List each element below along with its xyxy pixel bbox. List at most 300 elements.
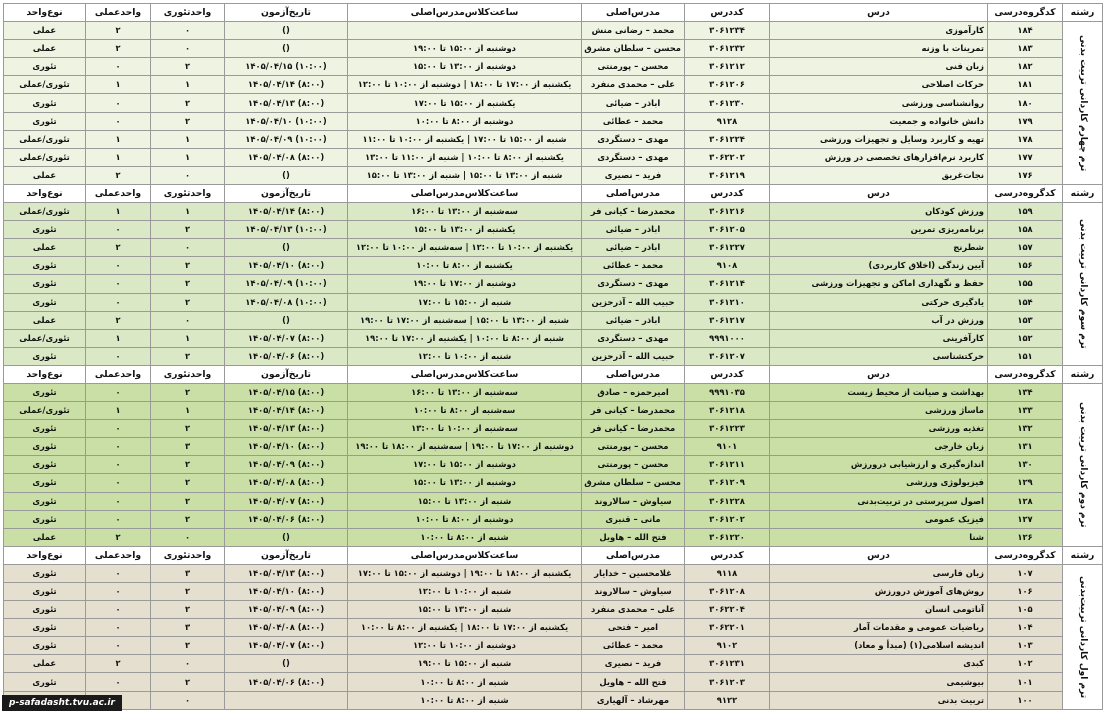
- theory-units-cell: ۱: [151, 402, 225, 420]
- teacher-cell: محمد – عطائی: [582, 257, 685, 275]
- practical-units-cell: ۲: [86, 166, 151, 184]
- exam-date-cell: (۸:۰۰) ۱۴۰۵/۰۴/۱۳: [225, 420, 348, 438]
- course-name-cell: نجات‌غریق: [770, 166, 988, 184]
- class-time-cell: شنبه از ۱۳:۰۰ تا ۱۵:۰۰: [348, 492, 582, 510]
- unit-type-cell: تئوری/عملی: [4, 76, 86, 94]
- practical-units-cell: ۰: [86, 564, 151, 582]
- header-course: درس: [770, 184, 988, 202]
- table-row: [4, 148, 1103, 166]
- exam-date-cell: (۸:۰۰) ۱۴۰۵/۰۴/۰۹: [225, 601, 348, 619]
- course-code-cell: ۳۰۶۱۲۰۸: [685, 583, 770, 601]
- exam-date-cell: (): [225, 239, 348, 257]
- course-name-cell: اندیشه اسلامی(۱) (مبدأ و معاد): [770, 637, 988, 655]
- unit-type-cell: عملی: [4, 655, 86, 673]
- course-name-cell: شنا: [770, 528, 988, 546]
- course-name-cell: آیین زندگی (اخلاق کاربردی): [770, 257, 988, 275]
- class-time-cell: دوشنبه از ۱۰:۰۰ تا ۱۲:۰۰: [348, 637, 582, 655]
- class-time-cell: سه‌شنبه از ۱۳:۰۰ تا ۱۶:۰۰: [348, 203, 582, 221]
- course-code-cell: ۳۰۶۲۲۰۲: [685, 148, 770, 166]
- term-label: ترم چهارم کاردانی تربیت بدنی: [1063, 22, 1103, 185]
- teacher-cell: محسن – پورمنتی: [582, 58, 685, 76]
- teacher-cell: امیرحمزه – صادق: [582, 383, 685, 401]
- practical-units-cell: ۰: [86, 221, 151, 239]
- exam-date-cell: (۸:۰۰) ۱۴۰۵/۰۴/۰۷: [225, 637, 348, 655]
- course-code-cell: ۳۰۶۱۲۳۴: [685, 22, 770, 40]
- table-row: [4, 601, 1103, 619]
- unit-type-cell: تئوری: [4, 637, 86, 655]
- header-course: درس: [770, 4, 988, 22]
- table-row: [4, 528, 1103, 546]
- exam-date-cell: (۸:۰۰) ۱۴۰۵/۰۴/۰۹: [225, 456, 348, 474]
- practical-units-cell: ۲: [86, 239, 151, 257]
- teacher-cell: فتح الله – هاویل: [582, 528, 685, 546]
- teacher-cell: محمد – رضانی منش: [582, 22, 685, 40]
- teacher-cell: محمدرضا – کیانی فر: [582, 420, 685, 438]
- course-code-cell: ۹۱۰۱: [685, 438, 770, 456]
- exam-date-cell: (): [225, 528, 348, 546]
- class-time-cell: دوشنبه از ۱۷:۰۰ تا ۱۹:۰۰: [348, 275, 582, 293]
- course-name-cell: حرکتشناسی: [770, 347, 988, 365]
- class-time-cell: شنبه از ۱۳:۰۰ تا ۱۵:۰۰ | سه‌شنبه از ۱۷:۰۰ تا ۱۹:۰۰: [348, 311, 582, 329]
- table-row: [4, 564, 1103, 582]
- theory-units-cell: ۰: [151, 22, 225, 40]
- course-code-cell: ۳۰۶۱۲۲۳: [685, 420, 770, 438]
- teacher-cell: اباذر – ضیائی: [582, 311, 685, 329]
- course-name-cell: زبان فارسی: [770, 564, 988, 582]
- exam-date-cell: (۸:۰۰) ۱۴۰۵/۰۴/۱۰: [225, 438, 348, 456]
- exam-date-cell: (۸:۰۰) ۱۴۰۵/۰۴/۱۰: [225, 583, 348, 601]
- exam-date-cell: (۸:۰۰) ۱۴۰۵/۰۴/۰۶: [225, 347, 348, 365]
- class-time-cell: یکشنبه از ۱۸:۰۰ تا ۱۹:۰۰ | دوشنبه از ۱۵:۰۰ تا ۱۷:۰۰: [348, 564, 582, 582]
- teacher-cell: محسن – سلطان مشرق: [582, 474, 685, 492]
- course-name-cell: تمرینات با وزنه: [770, 40, 988, 58]
- course-name-cell: کبدی: [770, 655, 988, 673]
- group-code-cell: ۱۷۸: [988, 130, 1063, 148]
- header-practical-units: واحدعملی: [86, 4, 151, 22]
- table-row: [4, 492, 1103, 510]
- exam-date-cell: (): [225, 166, 348, 184]
- table-row: [4, 22, 1103, 40]
- teacher-cell: سیاوش – سالاروند: [582, 492, 685, 510]
- group-code-cell: ۱۰۰: [988, 691, 1063, 709]
- term-label: ترم دوم کاردانی تربیت بدنی: [1063, 383, 1103, 546]
- table-row: [4, 94, 1103, 112]
- teacher-cell: محسن – سلطان مشرق: [582, 40, 685, 58]
- table-row: [4, 691, 1103, 709]
- teacher-cell: مهدی – دستگردی: [582, 275, 685, 293]
- unit-type-cell: تئوری: [4, 601, 86, 619]
- practical-units-cell: ۰: [86, 58, 151, 76]
- course-code-cell: ۳۰۶۱۲۲۸: [685, 492, 770, 510]
- header-group-code: کدگروه‌درسی: [988, 365, 1063, 383]
- practical-units-cell: ۱: [86, 130, 151, 148]
- course-name-cell: کارآفرینی: [770, 329, 988, 347]
- table-row: [4, 311, 1103, 329]
- header-exam-date: تاریخ‌آزمون: [225, 365, 348, 383]
- practical-units-cell: ۰: [86, 619, 151, 637]
- unit-type-cell: تئوری/عملی: [4, 329, 86, 347]
- course-name-cell: تغذیه ورزشی: [770, 420, 988, 438]
- class-time-cell: شنبه از ۱۵:۰۰ تا ۱۷:۰۰: [348, 293, 582, 311]
- practical-units-cell: ۰: [86, 456, 151, 474]
- unit-type-cell: تئوری: [4, 275, 86, 293]
- course-name-cell: شطرنج: [770, 239, 988, 257]
- theory-units-cell: ۲: [151, 58, 225, 76]
- exam-date-cell: (۸:۰۰) ۱۴۰۵/۰۴/۰۸: [225, 619, 348, 637]
- class-time-cell: یکشنبه از ۱۰:۰۰ تا ۱۲:۰۰ | سه‌شنبه از ۱۰:۰۰ تا ۱۲:۰۰: [348, 239, 582, 257]
- header-teacher: مدرس‌اصلی: [582, 546, 685, 564]
- teacher-cell: اباذر – ضیائی: [582, 239, 685, 257]
- exam-date-cell: (۱۰:۰۰) ۱۴۰۵/۰۴/۰۸: [225, 293, 348, 311]
- header-practical-units: واحدعملی: [86, 184, 151, 202]
- header-theory-units: واحدتئوری: [151, 546, 225, 564]
- course-code-cell: ۳۰۶۱۲۲۴: [685, 130, 770, 148]
- header-practical-units: واحدعملی: [86, 365, 151, 383]
- practical-units-cell: ۰: [86, 673, 151, 691]
- class-time-cell: شنبه از ۱۰:۰۰ تا ۱۲:۰۰: [348, 347, 582, 365]
- header-class-time: ساعت‌کلاس‌مدرس‌اصلی: [348, 365, 582, 383]
- unit-type-cell: تئوری/عملی: [4, 402, 86, 420]
- schedule-body: [4, 4, 1103, 710]
- theory-units-cell: ۲: [151, 275, 225, 293]
- group-code-cell: ۱۳۱: [988, 438, 1063, 456]
- header-class-time: ساعت‌کلاس‌مدرس‌اصلی: [348, 4, 582, 22]
- theory-units-cell: ۲: [151, 673, 225, 691]
- table-row: [4, 58, 1103, 76]
- class-time-cell: شنبه از ۱۵:۰۰ تا ۱۷:۰۰ | یکشنبه از ۱۰:۰۰ تا ۱۱:۰۰: [348, 130, 582, 148]
- teacher-cell: محمدرضا – کیانی فر: [582, 203, 685, 221]
- header-practical-units: واحدعملی: [86, 546, 151, 564]
- class-time-cell: سه‌شنبه از ۸:۰۰ تا ۱۰:۰۰: [348, 402, 582, 420]
- teacher-cell: اباذر – ضیائی: [582, 221, 685, 239]
- header-exam-date: تاریخ‌آزمون: [225, 4, 348, 22]
- course-name-cell: یادگیری حرکتی: [770, 293, 988, 311]
- unit-type-cell: تئوری: [4, 438, 86, 456]
- class-time-cell: دوشنبه از ۸:۰۰ تا ۱۰:۰۰: [348, 510, 582, 528]
- course-code-cell: ۳۰۶۱۲۰۹: [685, 474, 770, 492]
- theory-units-cell: ۱: [151, 130, 225, 148]
- class-time-cell: سه‌شنبه از ۱۳:۰۰ تا ۱۶:۰۰: [348, 383, 582, 401]
- group-code-cell: ۱۵۲: [988, 329, 1063, 347]
- unit-type-cell: تئوری: [4, 583, 86, 601]
- table-row: [4, 239, 1103, 257]
- table-row: [4, 347, 1103, 365]
- header-theory-units: واحدتئوری: [151, 184, 225, 202]
- exam-date-cell: (۸:۰۰) ۱۴۰۵/۰۴/۱۰: [225, 257, 348, 275]
- group-code-cell: ۱۰۷: [988, 564, 1063, 582]
- unit-type-cell: تئوری: [4, 492, 86, 510]
- header-unit-type: نوع‌واحد: [4, 365, 86, 383]
- practical-units-cell: ۱: [86, 329, 151, 347]
- course-code-cell: ۳۰۶۱۲۰۲: [685, 510, 770, 528]
- theory-units-cell: ۲: [151, 637, 225, 655]
- group-code-cell: ۱۲۸: [988, 492, 1063, 510]
- table-row: [4, 383, 1103, 401]
- practical-units-cell: ۱: [86, 76, 151, 94]
- practical-units-cell: ۲: [86, 655, 151, 673]
- theory-units-cell: ۰: [151, 40, 225, 58]
- unit-type-cell: تئوری: [4, 564, 86, 582]
- teacher-cell: محسن – پورمنتی: [582, 438, 685, 456]
- table-row: [4, 76, 1103, 94]
- unit-type-cell: عملی: [4, 166, 86, 184]
- teacher-cell: محمد – عطائی: [582, 637, 685, 655]
- teacher-cell: محسن – پورمنتی: [582, 456, 685, 474]
- table-row: [4, 293, 1103, 311]
- table-row: [4, 456, 1103, 474]
- header-teacher: مدرس‌اصلی: [582, 184, 685, 202]
- theory-units-cell: ۲: [151, 510, 225, 528]
- header-field: رشته: [1063, 184, 1103, 202]
- exam-date-cell: (۸:۰۰) ۱۴۰۵/۰۴/۰۶: [225, 510, 348, 528]
- class-time-cell: دوشنبه از ۱۳:۰۰ تا ۱۵:۰۰: [348, 474, 582, 492]
- unit-type-cell: تئوری/عملی: [4, 148, 86, 166]
- header-course: درس: [770, 546, 988, 564]
- course-code-cell: ۹۱۲۸: [685, 112, 770, 130]
- course-code-cell: ۳۰۶۱۲۱۰: [685, 293, 770, 311]
- header-class-time: ساعت‌کلاس‌مدرس‌اصلی: [348, 546, 582, 564]
- group-code-cell: ۱۰۶: [988, 583, 1063, 601]
- group-code-cell: ۱۵۸: [988, 221, 1063, 239]
- class-time-cell: دوشنبه از ۱۳:۰۰ تا ۱۵:۰۰: [348, 58, 582, 76]
- practical-units-cell: ۰: [86, 112, 151, 130]
- class-time-cell: شنبه از ۱۳:۰۰ تا ۱۵:۰۰ | شنبه از ۱۳:۰۰ تا ۱۵:۰۰: [348, 166, 582, 184]
- unit-type-cell: عملی: [4, 311, 86, 329]
- course-name-cell: ورزش کودکان: [770, 203, 988, 221]
- group-code-cell: ۱۰۲: [988, 655, 1063, 673]
- course-name-cell: ریاضیات عمومی و مقدمات آمار: [770, 619, 988, 637]
- teacher-cell: اباذر – ضیائی: [582, 94, 685, 112]
- table-row: [4, 275, 1103, 293]
- group-code-cell: ۱۸۲: [988, 58, 1063, 76]
- unit-type-cell: تئوری: [4, 619, 86, 637]
- table-row: [4, 166, 1103, 184]
- course-code-cell: ۳۰۶۱۲۳۰: [685, 94, 770, 112]
- table-row: [4, 420, 1103, 438]
- unit-type-cell: تئوری: [4, 474, 86, 492]
- theory-units-cell: ۱: [151, 148, 225, 166]
- unit-type-cell: تئوری: [4, 257, 86, 275]
- group-code-cell: ۱۸۳: [988, 40, 1063, 58]
- teacher-cell: مانی – قنبری: [582, 510, 685, 528]
- group-code-cell: ۱۰۵: [988, 601, 1063, 619]
- theory-units-cell: ۳: [151, 619, 225, 637]
- teacher-cell: مهدی – دستگردی: [582, 148, 685, 166]
- exam-date-cell: (۸:۰۰) ۱۴۰۵/۰۴/۱۵: [225, 383, 348, 401]
- theory-units-cell: ۲: [151, 583, 225, 601]
- exam-date-cell: (۱۰:۰۰) ۱۴۰۵/۰۴/۱۳: [225, 221, 348, 239]
- theory-units-cell: ۳: [151, 564, 225, 582]
- class-time-cell: [348, 22, 582, 40]
- unit-type-cell: تئوری: [4, 420, 86, 438]
- teacher-cell: مهرشاد – آلهیاری: [582, 691, 685, 709]
- exam-date-cell: (۸:۰۰) ۱۴۰۵/۰۴/۱۳: [225, 94, 348, 112]
- teacher-cell: غلامحسین – خدایار: [582, 564, 685, 582]
- course-name-cell: دانش خانواده و جمعیت: [770, 112, 988, 130]
- course-code-cell: ۳۰۶۱۲۱۱: [685, 456, 770, 474]
- course-code-cell: ۹۱۲۲: [685, 691, 770, 709]
- table-row: [4, 474, 1103, 492]
- course-schedule-table: [3, 3, 1103, 710]
- theory-units-cell: ۲: [151, 221, 225, 239]
- theory-units-cell: ۰: [151, 528, 225, 546]
- practical-units-cell: ۰: [86, 347, 151, 365]
- course-code-cell: ۳۰۶۱۲۱۴: [685, 275, 770, 293]
- unit-type-cell: عملی: [4, 40, 86, 58]
- course-name-cell: تربیت بدنی: [770, 691, 988, 709]
- unit-type-cell: عملی: [4, 528, 86, 546]
- theory-units-cell: ۲: [151, 347, 225, 365]
- course-code-cell: ۳۰۶۱۲۰۷: [685, 347, 770, 365]
- course-name-cell: زبان خارجی: [770, 438, 988, 456]
- table-header-row: [4, 365, 1103, 383]
- footer-url: p-safadasht.tvu.ac.ir: [2, 695, 122, 711]
- theory-units-cell: ۲: [151, 257, 225, 275]
- group-code-cell: ۱۰۴: [988, 619, 1063, 637]
- table-row: [4, 112, 1103, 130]
- term-label: ترم سوم کاردانی تربیت بدنی: [1063, 203, 1103, 366]
- group-code-cell: ۱۵۹: [988, 203, 1063, 221]
- course-name-cell: اصول سرپرستی در تربیت‌بدنی: [770, 492, 988, 510]
- course-name-cell: فیزیک عمومی: [770, 510, 988, 528]
- unit-type-cell: تئوری: [4, 94, 86, 112]
- practical-units-cell: ۰: [86, 94, 151, 112]
- class-time-cell: سه‌شنبه از ۱۰:۰۰ تا ۱۳:۰۰: [348, 420, 582, 438]
- class-time-cell: شنبه از ۱۳:۰۰ تا ۱۵:۰۰: [348, 601, 582, 619]
- table-header-row: [4, 184, 1103, 202]
- table-row: [4, 203, 1103, 221]
- class-time-cell: شنبه از ۸:۰۰ تا ۱۰:۰۰: [348, 691, 582, 709]
- class-time-cell: یکشنبه از ۱۳:۰۰ تا ۱۵:۰۰: [348, 221, 582, 239]
- unit-type-cell: تئوری: [4, 112, 86, 130]
- practical-units-cell: ۰: [86, 474, 151, 492]
- group-code-cell: ۱۵۳: [988, 311, 1063, 329]
- teacher-cell: محمدرضا – کیانی فر: [582, 402, 685, 420]
- class-time-cell: شنبه از ۸:۰۰ تا ۱۰:۰۰ | یکشنبه از ۱۷:۰۰ تا ۱۹:۰۰: [348, 329, 582, 347]
- exam-date-cell: (۱۰:۰۰) ۱۴۰۵/۰۴/۰۹: [225, 275, 348, 293]
- practical-units-cell: ۲: [86, 528, 151, 546]
- group-code-cell: ۱۸۱: [988, 76, 1063, 94]
- group-code-cell: ۱۰۳: [988, 637, 1063, 655]
- unit-type-cell: تئوری: [4, 293, 86, 311]
- course-name-cell: حرکات اصلاحی: [770, 76, 988, 94]
- theory-units-cell: ۱: [151, 76, 225, 94]
- class-time-cell: شنبه از ۱۰:۰۰ تا ۱۲:۰۰: [348, 583, 582, 601]
- header-group-code: کدگروه‌درسی: [988, 184, 1063, 202]
- group-code-cell: ۱۷۹: [988, 112, 1063, 130]
- header-course-code: کددرس: [685, 546, 770, 564]
- theory-units-cell: ۲: [151, 492, 225, 510]
- table-row: [4, 583, 1103, 601]
- course-name-cell: آناتومی انسان: [770, 601, 988, 619]
- course-name-cell: کارآموزی: [770, 22, 988, 40]
- course-code-cell: ۳۰۶۱۲۱۹: [685, 166, 770, 184]
- teacher-cell: علی – محمدی منفرد: [582, 601, 685, 619]
- class-time-cell: یکشنبه از ۸:۰۰ تا ۱۰:۰۰: [348, 257, 582, 275]
- header-teacher: مدرس‌اصلی: [582, 365, 685, 383]
- course-code-cell: ۳۰۶۱۲۲۰: [685, 528, 770, 546]
- exam-date-cell: (۸:۰۰) ۱۴۰۵/۰۴/۰۷: [225, 329, 348, 347]
- practical-units-cell: ۰: [86, 583, 151, 601]
- unit-type-cell: تئوری: [4, 58, 86, 76]
- exam-date-cell: (۸:۰۰) ۱۴۰۵/۰۴/۰۷: [225, 492, 348, 510]
- table-row: [4, 130, 1103, 148]
- course-name-cell: ورزش در آب: [770, 311, 988, 329]
- header-group-code: کدگروه‌درسی: [988, 4, 1063, 22]
- theory-units-cell: ۲: [151, 112, 225, 130]
- header-field: رشته: [1063, 546, 1103, 564]
- exam-date-cell: (۸:۰۰) ۱۴۰۵/۰۴/۰۸: [225, 148, 348, 166]
- theory-units-cell: ۰: [151, 239, 225, 257]
- course-code-cell: ۳۰۶۱۲۱۶: [685, 203, 770, 221]
- practical-units-cell: ۰: [86, 438, 151, 456]
- course-code-cell: ۳۰۶۱۲۰۵: [685, 221, 770, 239]
- theory-units-cell: ۰: [151, 655, 225, 673]
- unit-type-cell: تئوری: [4, 456, 86, 474]
- unit-type-cell: تئوری/عملی: [4, 203, 86, 221]
- class-time-cell: دوشنبه از ۱۷:۰۰ تا ۱۹:۰۰ | سه‌شنبه از ۱۸:۰۰ تا ۱۹:۰۰: [348, 438, 582, 456]
- header-unit-type: نوع‌واحد: [4, 4, 86, 22]
- course-code-cell: ۹۹۹۱۰۳۵: [685, 383, 770, 401]
- practical-units-cell: ۰: [86, 257, 151, 275]
- group-code-cell: ۱۵۱: [988, 347, 1063, 365]
- course-name-cell: کاربرد نرم‌افزارهای تخصصی در ورزش: [770, 148, 988, 166]
- group-code-cell: ۱۸۴: [988, 22, 1063, 40]
- course-code-cell: ۹۹۹۱۰۰۰: [685, 329, 770, 347]
- table-row: [4, 655, 1103, 673]
- theory-units-cell: ۰: [151, 691, 225, 709]
- practical-units-cell: ۱: [86, 203, 151, 221]
- course-name-cell: برنامه‌ریزی تمرین: [770, 221, 988, 239]
- theory-units-cell: ۲: [151, 601, 225, 619]
- header-course-code: کددرس: [685, 4, 770, 22]
- header-class-time: ساعت‌کلاس‌مدرس‌اصلی: [348, 184, 582, 202]
- practical-units-cell: ۲: [86, 40, 151, 58]
- class-time-cell: یکشنبه از ۱۷:۰۰ تا ۱۸:۰۰ | دوشنبه از ۱۰:۰۰ تا ۱۲:۰۰: [348, 76, 582, 94]
- course-name-cell: بهداشت و صیانت از محیط زیست: [770, 383, 988, 401]
- exam-date-cell: (۸:۰۰) ۱۴۰۵/۰۴/۱۴: [225, 203, 348, 221]
- course-name-cell: ماساژ ورزشی: [770, 402, 988, 420]
- theory-units-cell: ۲: [151, 383, 225, 401]
- theory-units-cell: ۱: [151, 203, 225, 221]
- practical-units-cell: ۲: [86, 311, 151, 329]
- header-course-code: کددرس: [685, 365, 770, 383]
- course-name-cell: روانشناسی ورزشی: [770, 94, 988, 112]
- theory-units-cell: ۱: [151, 329, 225, 347]
- unit-type-cell: تئوری: [4, 510, 86, 528]
- course-name-cell: بیوشیمی: [770, 673, 988, 691]
- course-name-cell: زبان فنی: [770, 58, 988, 76]
- practical-units-cell: ۲: [86, 22, 151, 40]
- course-code-cell: ۳۰۶۱۲۰۶: [685, 76, 770, 94]
- table-row: [4, 673, 1103, 691]
- practical-units-cell: ۰: [86, 420, 151, 438]
- group-code-cell: ۱۰۱: [988, 673, 1063, 691]
- table-row: [4, 221, 1103, 239]
- class-time-cell: دوشنبه از ۱۵:۰۰ تا ۱۹:۰۰: [348, 40, 582, 58]
- group-code-cell: ۱۷۷: [988, 148, 1063, 166]
- group-code-cell: ۱۳۰: [988, 456, 1063, 474]
- header-course-code: کددرس: [685, 184, 770, 202]
- header-unit-type: نوع‌واحد: [4, 184, 86, 202]
- header-theory-units: واحدتئوری: [151, 365, 225, 383]
- group-code-cell: ۱۲۶: [988, 528, 1063, 546]
- teacher-cell: فرید – نصیری: [582, 655, 685, 673]
- theory-units-cell: ۳: [151, 438, 225, 456]
- teacher-cell: فتح الله – هاویل: [582, 673, 685, 691]
- course-code-cell: ۳۰۶۱۲۲۷: [685, 239, 770, 257]
- exam-date-cell: (۱۰:۰۰) ۱۴۰۵/۰۴/۱۰: [225, 112, 348, 130]
